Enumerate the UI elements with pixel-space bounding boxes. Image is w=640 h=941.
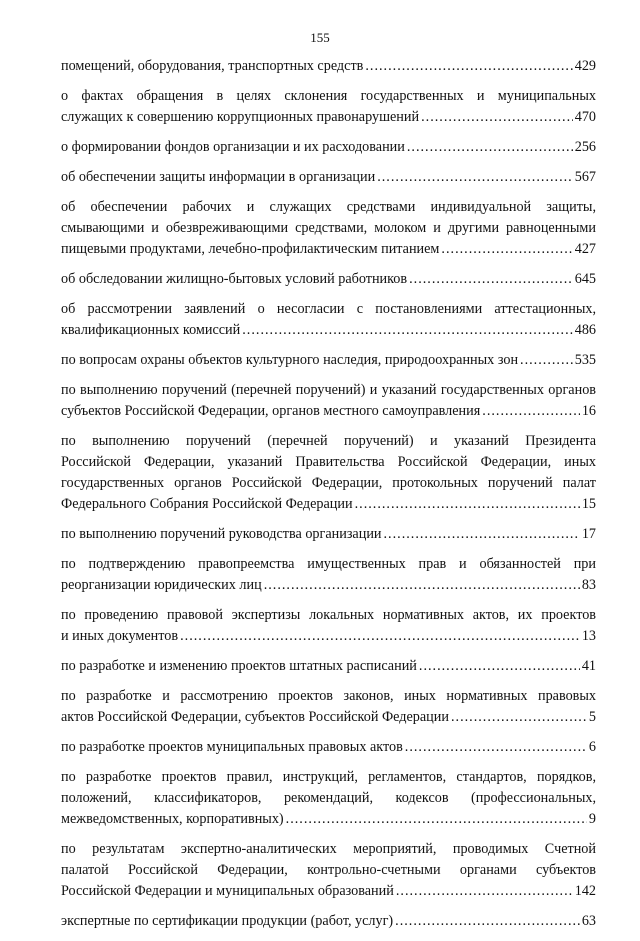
dot-leader [395, 911, 580, 932]
entry-page-number: 567 [574, 169, 596, 185]
entry-line: Российской Федерации, указаний Правительства Российской Федерации, иных [61, 454, 596, 470]
entry-last-line [61, 56, 596, 77]
entry-page-number: 16 [581, 403, 596, 419]
entry-line: по разработке и рассмотрению проектов законов, иных нормативных правовых [61, 688, 596, 704]
entry-page-number: 13 [581, 628, 596, 644]
index-entry [61, 686, 596, 728]
index-entry [61, 299, 596, 341]
entry-last-line [61, 911, 596, 932]
dot-leader [451, 707, 587, 728]
dot-leader [377, 167, 573, 188]
entry-line: по подтверждению правопреемства имущественных прав и обязанностей при [61, 556, 596, 572]
index-entry [61, 737, 596, 758]
entry-last-line [61, 320, 596, 341]
entry-text: реорганизации юридических лиц [61, 577, 262, 593]
entry-text: Федерального Собрания Российской Федерации [61, 496, 353, 512]
entry-text: по вопросам охраны объектов культурного наследия, природоохранных зон [61, 352, 519, 368]
entry-text: межведомственных, корпоративных) [61, 811, 284, 827]
entry-page-number: 83 [581, 577, 596, 593]
entry-text: пищевыми продуктами, лечебно-профилактическим питанием [61, 241, 440, 257]
entry-last-line [61, 137, 596, 158]
dot-leader [355, 494, 580, 515]
dot-leader [365, 56, 572, 77]
entry-last-line [61, 656, 596, 677]
dot-leader [396, 881, 573, 902]
entry-last-line [61, 707, 596, 728]
entry-text: экспертные по сертификации продукции (работ, услуг) [61, 913, 394, 929]
index-entry [61, 269, 596, 290]
entry-text: субъектов Российской Федерации, органов местного самоуправления [61, 403, 481, 419]
dot-leader [421, 107, 573, 128]
entry-page-number: 15 [581, 496, 596, 512]
entry-page-number: 142 [574, 883, 596, 899]
entry-line: палатой Российской Федерации, контрольно-счетными органами субъектов [61, 862, 596, 878]
dot-leader [482, 401, 580, 422]
entry-page-number: 470 [574, 109, 596, 125]
index-entry [61, 167, 596, 188]
index-entry [61, 56, 596, 77]
index-entry [61, 605, 596, 647]
entry-page-number: 535 [574, 352, 596, 368]
entry-line: государственных органов Российской Федерации, протокольных поручений палат [61, 475, 596, 491]
entry-line: по разработке проектов правил, инструкций, регламентов, стандартов, порядков, [61, 769, 596, 785]
entry-last-line [61, 626, 596, 647]
dot-leader [180, 626, 580, 647]
entry-line: об рассмотрении заявлений о несогласии с постановлениями аттестационных, [61, 301, 596, 317]
entry-text: по разработке проектов муниципальных правовых актов [61, 739, 403, 755]
entry-line: по проведению правовой экспертизы локальных нормативных актов, их проектов [61, 607, 596, 623]
entry-last-line [61, 401, 596, 422]
entry-last-line [61, 881, 596, 902]
entry-line: по результатам экспертно-аналитических мероприятий, проводимых Счетной [61, 841, 596, 857]
entry-text: о формировании фондов организации и их расходовании [61, 139, 405, 155]
entry-page-number: 429 [574, 58, 596, 74]
entry-line: по выполнению поручений (перечней поручений) и указаний государственных органов [61, 382, 596, 398]
entry-text: по выполнению поручений руководства организации [61, 526, 382, 542]
index-entry [61, 197, 596, 260]
entry-last-line [61, 350, 596, 371]
index-entry [61, 656, 596, 677]
entry-last-line [61, 107, 596, 128]
entry-last-line [61, 737, 596, 758]
index-entry [61, 524, 596, 545]
index-entry [61, 554, 596, 596]
entry-text: об обеспечении защиты информации в организации [61, 169, 376, 185]
index-entry [61, 911, 596, 932]
entry-text: Российской Федерации и муниципальных образований [61, 883, 394, 899]
dot-leader [520, 350, 573, 371]
entry-text: помещений, оборудования, транспортных средств [61, 58, 364, 74]
entry-page-number: 486 [574, 322, 596, 338]
entry-line: о фактах обращения в целях склонения государственных и муниципальных [61, 88, 596, 104]
index-entry [61, 380, 596, 422]
dot-leader [441, 239, 572, 260]
entry-page-number: 9 [588, 811, 596, 827]
entry-text: об обследовании жилищно-бытовых условий работников [61, 271, 408, 287]
dot-leader [384, 524, 580, 545]
entry-page-number: 427 [574, 241, 596, 257]
dot-leader [419, 656, 580, 677]
entry-page-number: 17 [581, 526, 596, 542]
page-number: 155 [310, 30, 330, 45]
entry-last-line [61, 809, 596, 830]
entry-text: по разработке и изменению проектов штатных расписаний [61, 658, 417, 674]
entry-line: смывающими и обезвреживающими средствами, молоком и другими равноценными [61, 220, 596, 236]
entry-last-line [61, 239, 596, 260]
index-entry [61, 86, 596, 128]
dot-leader [264, 575, 580, 596]
dot-leader [242, 320, 572, 341]
dot-leader [409, 269, 573, 290]
index-entry [61, 137, 596, 158]
entry-last-line [61, 575, 596, 596]
entry-page-number: 63 [581, 913, 596, 929]
index-entries [61, 56, 596, 941]
dot-leader [405, 737, 587, 758]
entry-page-number: 256 [574, 139, 596, 155]
index-entry [61, 431, 596, 515]
entry-text: актов Российской Федерации, субъектов Российской Федерации [61, 709, 449, 725]
index-entry [61, 767, 596, 830]
entry-text: служащих к совершению коррупционных правонарушений [61, 109, 420, 125]
entry-text: и иных документов [61, 628, 179, 644]
index-entry [61, 350, 596, 371]
entry-text: квалификационных комиссий [61, 322, 241, 338]
entry-line: по выполнению поручений (перечней поручений) и указаний Президента [61, 433, 596, 449]
entry-page-number: 41 [581, 658, 596, 674]
entry-page-number: 645 [574, 271, 596, 287]
dot-leader [407, 137, 573, 158]
dot-leader [286, 809, 587, 830]
entry-line: об обеспечении рабочих и служащих средствами индивидуальной защиты, [61, 199, 596, 215]
entry-page-number: 5 [588, 709, 596, 725]
entry-last-line [61, 269, 596, 290]
entry-line: положений, классификаторов, рекомендаций, кодексов (профессиональных, [61, 790, 596, 806]
entry-last-line [61, 494, 596, 515]
entry-page-number: 6 [588, 739, 596, 755]
entry-last-line [61, 524, 596, 545]
entry-last-line [61, 167, 596, 188]
index-entry [61, 839, 596, 902]
